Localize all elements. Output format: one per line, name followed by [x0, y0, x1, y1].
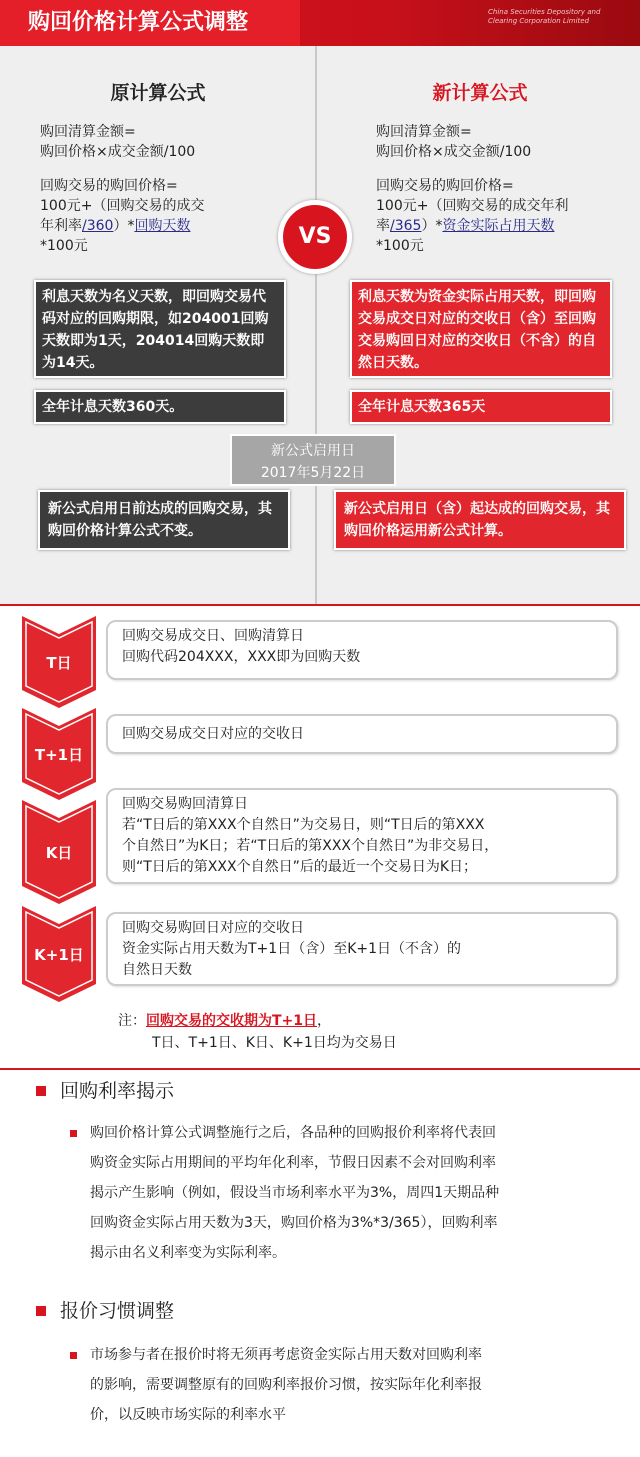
left-column-title: 原计算公式: [110, 82, 206, 104]
vs-badge: VS: [278, 200, 352, 274]
right-column-title: 新计算公式: [432, 82, 528, 104]
section-title-quote-habit: 报价习惯调整: [60, 1300, 175, 1322]
timeline-box-t: 回购交易成交日、回购清算日 回购代码204XXX，XXX即为回购天数: [106, 620, 618, 680]
bullet-square-icon: [36, 1306, 46, 1316]
timeline-chevron-t1: T+1日: [22, 708, 96, 800]
right-formula-2: 回购交易的购回价格= 100元+（回购交易的成交年利 率/365）*资金实际占用天数 *100元: [376, 178, 569, 254]
right-info-box-days: 利息天数为资金实际占用天数，即回购交易成交日对应的交收日（含）至回购交易购回日对应的交收日（不含）的自然日天数。: [350, 280, 612, 378]
left-info-box-days: 利息天数为名义天数，即回购交易代码对应的回购期限，如204001回购天数即为1天，204014回购天数即为14天。: [34, 280, 286, 378]
left-formula-2: 回购交易的购回价格= 100元+（回购交易的成交 年利率/360）*回购天数 *100元: [40, 178, 205, 254]
effective-date-box: 新公式启用日 2017年5月22日: [230, 434, 396, 486]
right-formula-1: 购回清算金额= 购回价格×成交金额/100: [376, 124, 532, 160]
timeline-box-t1: 回购交易成交日对应的交收日: [106, 714, 618, 754]
section-divider-1: [0, 604, 640, 606]
bullet-small-square-icon: [70, 1130, 77, 1137]
left-effective-note: 新公式启用日前达成的回购交易，其购回价格计算公式不变。: [38, 490, 290, 550]
bullet-square-icon: [36, 1086, 46, 1096]
timeline-box-k: 回购交易购回清算日 若“T日后的第XXX个自然日”为交易日，则“T日后的第XXX 个自然日”为K日；若“T日后的第XXX个自然日”为非交易日， 则“T日后的第XXX个自然日”后的最近一个交易日为K日；: [106, 788, 618, 884]
timeline-chevron-t: T日: [22, 616, 96, 708]
section-body-rate-disclosure: 购回价格计算公式调整施行之后，各品种的回购报价利率将代表回 购资金实际占用期间的平均年化利率，节假日因素不会对回购利率 揭示产生影响（例如，假设当市场利率水平为3%，周四1天期品种 回购资金实际占用天数为3天，购回价格为3%*3/365），回购利率 揭示由名义利率变为实际利率。: [90, 1125, 500, 1261]
timeline-chevron-k: K日: [22, 800, 96, 904]
left-formula-1: 购回清算金额= 购回价格×成交金额/100: [40, 124, 196, 160]
right-effective-note: 新公式启用日（含）起达成的回购交易，其购回价格运用新公式计算。: [334, 490, 626, 550]
settlement-note: 注：回购交易的交收期为T+1日， T日、T+1日、K日、K+1日均为交易日: [118, 1013, 397, 1051]
right-info-box-year: 全年计息天数365天: [350, 390, 612, 424]
timeline-chevron-k1: K+1日: [22, 906, 96, 1002]
left-info-box-year: 全年计息天数360天。: [34, 390, 286, 424]
header-org-name: China Securities Depository and Clearing Corporation Limited: [488, 8, 601, 25]
page-title: 购回价格计算公式调整: [0, 0, 300, 46]
column-divider: [315, 46, 317, 604]
timeline-box-k1: 回购交易购回日对应的交收日 资金实际占用天数为T+1日（含）至K+1日（不含）的 自然日天数: [106, 912, 618, 986]
section-body-quote-habit: 市场参与者在报价时将无须再考虑资金实际占用天数对回购利率 的影响，需要调整原有的回购利率报价习惯，按实际年化利率报 价，以反映市场实际的利率水平: [90, 1347, 482, 1423]
section-divider-2: [0, 1068, 640, 1070]
section-title-rate-disclosure: 回购利率揭示: [60, 1080, 175, 1102]
bullet-small-square-icon: [70, 1352, 77, 1359]
